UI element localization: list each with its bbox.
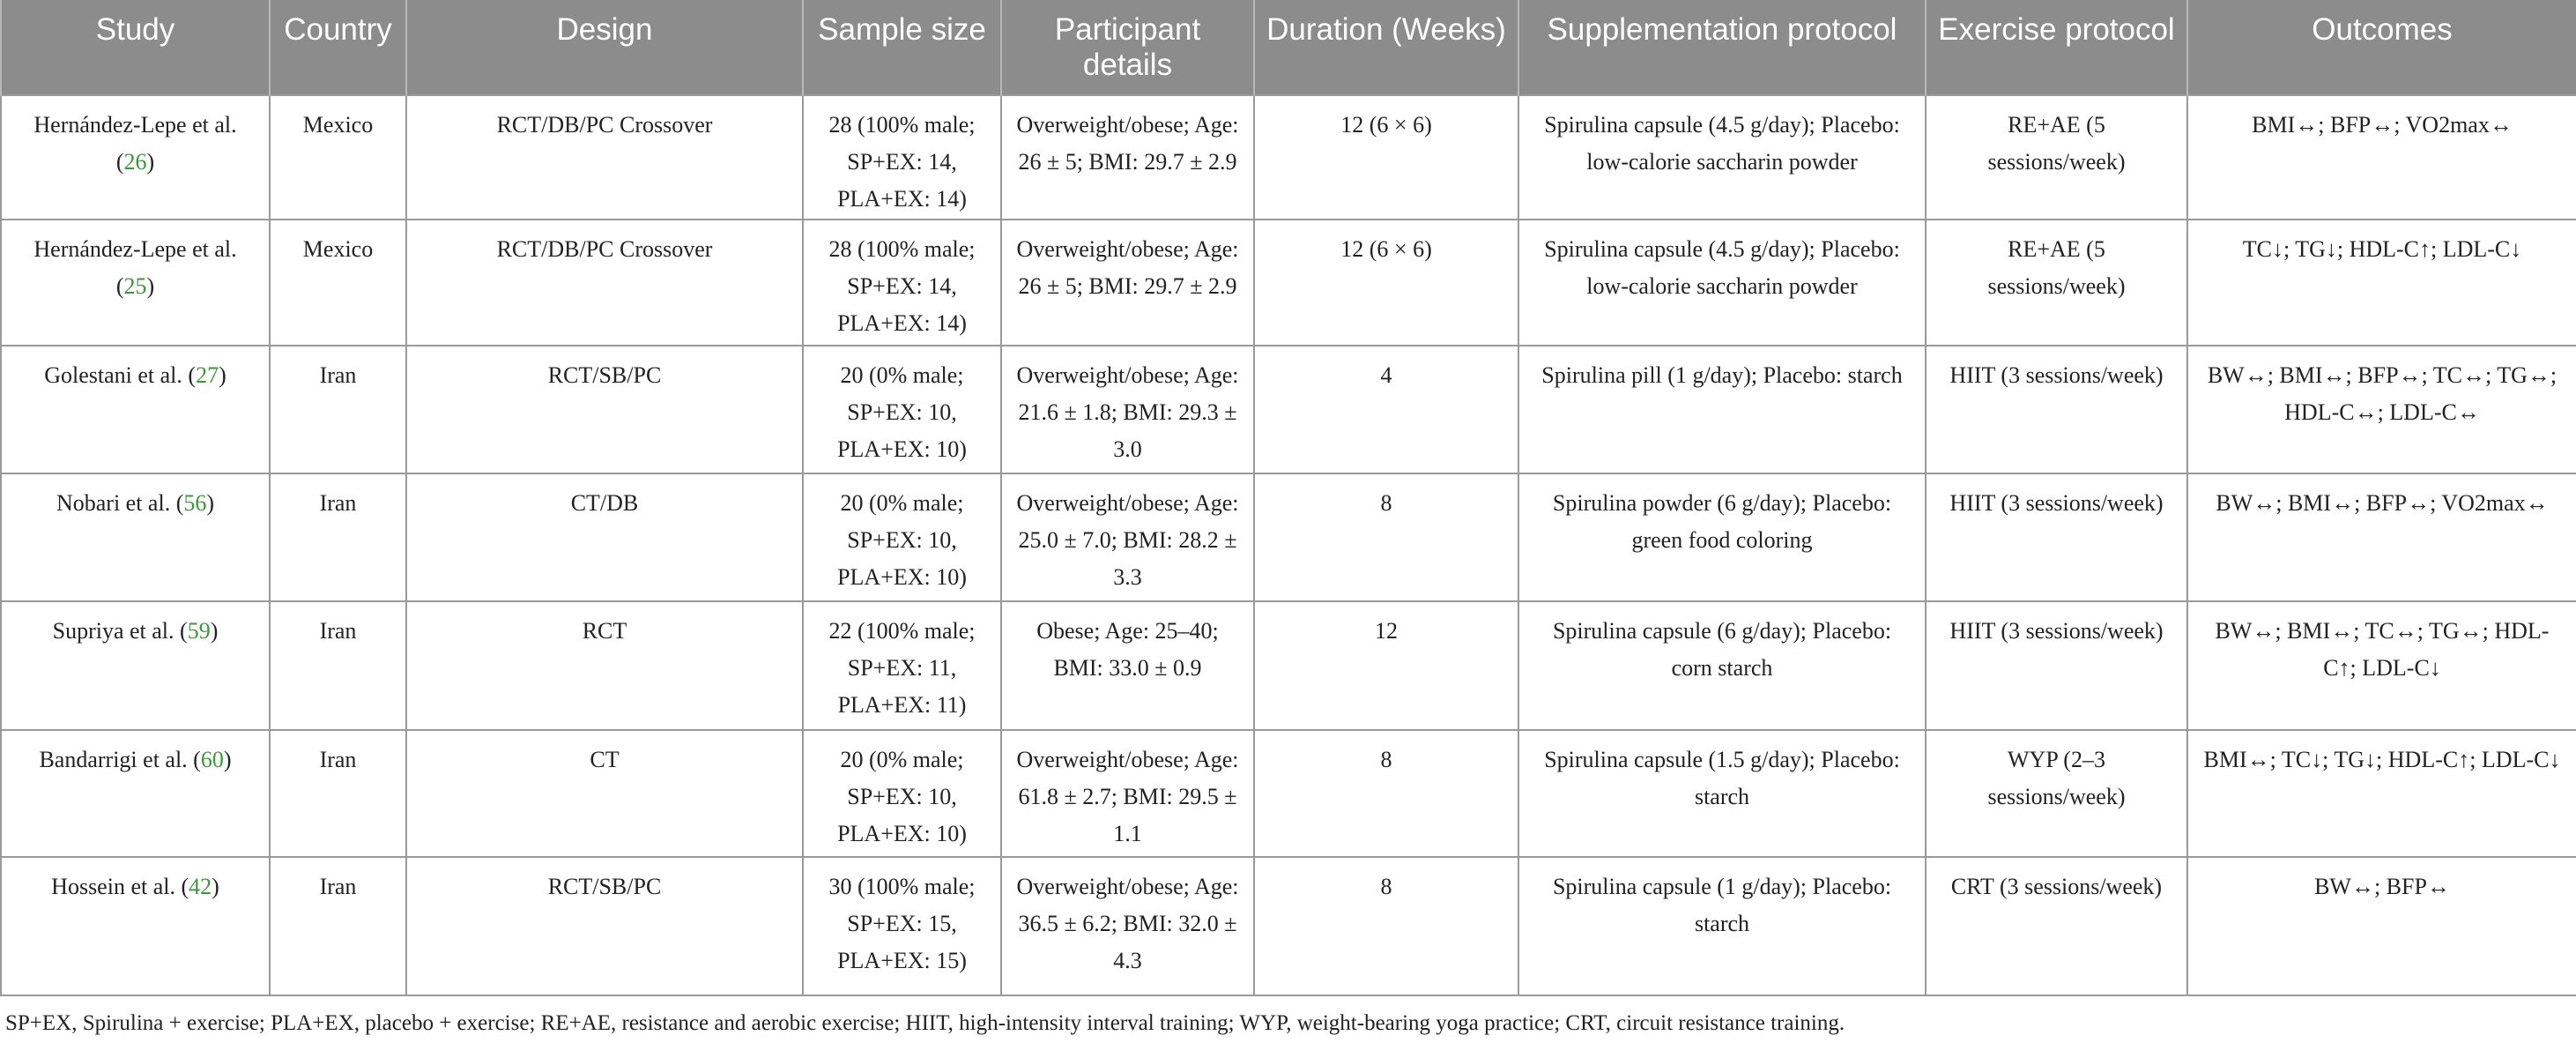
cell-supplementation: Spirulina capsule (1.5 g/day); Placebo: starch: [1518, 730, 1926, 857]
cell-outcomes: BMI↔; BFP↔; VO2max↔: [2187, 95, 2576, 220]
reference-link[interactable]: 27: [196, 362, 219, 388]
cell-supplementation: Spirulina pill (1 g/day); Placebo: starch: [1518, 346, 1926, 473]
cell-supplementation: Spirulina capsule (4.5 g/day); Placebo: low-calorie saccharin powder: [1518, 220, 1926, 346]
header-participant-details: Participant details: [1001, 0, 1254, 95]
header-row: [1, 0, 2576, 95]
cell-supplementation: Spirulina capsule (6 g/day); Placebo: corn starch: [1518, 601, 1926, 730]
cell-participant-details: Overweight/obese; Age: 26 ± 5; BMI: 29.7 ± 2.9: [1001, 220, 1254, 346]
cell-country: Iran: [270, 346, 406, 473]
cell-design: RCT/DB/PC Crossover: [406, 220, 803, 346]
cell-design: CT: [406, 730, 803, 857]
cell-design: CT/DB: [406, 473, 803, 601]
cell-exercise: WYP (2–3 sessions/week): [1926, 730, 2187, 857]
study-name: Supriya et al. (: [52, 618, 188, 644]
study-paren: ): [210, 618, 219, 644]
cell-sample-size: 20 (0% male; SP+EX: 10, PLA+EX: 10): [803, 473, 1001, 601]
table-row: [1, 220, 2576, 346]
cell-exercise: RE+AE (5 sessions/week): [1926, 95, 2187, 220]
cell-study: [1, 95, 270, 220]
cell-supplementation: Spirulina capsule (1 g/day); Placebo: starch: [1518, 857, 1926, 995]
cell-participant-details: Obese; Age: 25–40; BMI: 33.0 ± 0.9: [1001, 601, 1254, 730]
cell-duration: 4: [1254, 346, 1518, 473]
cell-exercise: RE+AE (5 sessions/week): [1926, 220, 2187, 346]
cell-duration: 12 (6 × 6): [1254, 95, 1518, 220]
cell-exercise: HIIT (3 sessions/week): [1926, 346, 2187, 473]
header-sample-size: Sample size: [803, 0, 1001, 95]
cell-study: [1, 473, 270, 601]
study-paren: ): [212, 874, 219, 899]
cell-duration: 12 (6 × 6): [1254, 220, 1518, 346]
cell-participant-details: Overweight/obese; Age: 61.8 ± 2.7; BMI: 29.5 ± 1.1: [1001, 730, 1254, 857]
table-row: [1, 730, 2576, 857]
cell-country: Iran: [270, 730, 406, 857]
study-name: Hernández-Lepe et al. (: [33, 236, 237, 299]
cell-country: Iran: [270, 857, 406, 995]
cell-design: RCT: [406, 601, 803, 730]
header-exercise-protocol: Exercise protocol: [1926, 0, 2187, 95]
study-paren: ): [219, 362, 226, 388]
cell-outcomes: BW↔; BMI↔; BFP↔; TC↔; TG↔; HDL-C↔; LDL-C↔: [2187, 346, 2576, 473]
header-study: Study: [1, 0, 270, 95]
study-paren: ): [146, 273, 155, 299]
study-paren: ): [146, 149, 155, 175]
cell-exercise: HIIT (3 sessions/week): [1926, 473, 2187, 601]
cell-participant-details: Overweight/obese; Age: 36.5 ± 6.2; BMI: 32.0 ± 4.3: [1001, 857, 1254, 995]
cell-country: Iran: [270, 473, 406, 601]
cell-design: RCT/DB/PC Crossover: [406, 95, 803, 220]
cell-duration: 8: [1254, 857, 1518, 995]
cell-sample-size: 28 (100% male; SP+EX: 14, PLA+EX: 14): [803, 95, 1001, 220]
study-paren: ): [206, 490, 215, 516]
cell-exercise: HIIT (3 sessions/week): [1926, 601, 2187, 730]
cell-outcomes: BW↔; BFP↔: [2187, 857, 2576, 995]
cell-study: [1, 220, 270, 346]
reference-link[interactable]: 26: [123, 149, 147, 175]
cell-participant-details: Overweight/obese; Age: 25.0 ± 7.0; BMI: 28.2 ± 3.3: [1001, 473, 1254, 601]
cell-participant-details: Overweight/obese; Age: 21.6 ± 1.8; BMI: 29.3 ± 3.0: [1001, 346, 1254, 473]
cell-study: [1, 346, 270, 473]
study-name: Hossein et al. (: [51, 874, 189, 899]
reference-link[interactable]: 60: [200, 747, 224, 772]
cell-study: [1, 601, 270, 730]
cell-duration: 8: [1254, 473, 1518, 601]
cell-outcomes: BMI↔; TC↓; TG↓; HDL-C↑; LDL-C↓: [2187, 730, 2576, 857]
reference-link[interactable]: 42: [189, 874, 212, 899]
table-row: [1, 346, 2576, 473]
cell-sample-size: 20 (0% male; SP+EX: 10, PLA+EX: 10): [803, 346, 1001, 473]
cell-sample-size: 28 (100% male; SP+EX: 14, PLA+EX: 14): [803, 220, 1001, 346]
table-row: [1, 857, 2576, 995]
header-outcomes: Outcomes: [2187, 0, 2576, 95]
cell-sample-size: 20 (0% male; SP+EX: 10, PLA+EX: 10): [803, 730, 1001, 857]
cell-supplementation: Spirulina powder (6 g/day); Placebo: green food coloring: [1518, 473, 1926, 601]
table-row: [1, 95, 2576, 220]
cell-participant-details: Overweight/obese; Age: 26 ± 5; BMI: 29.7 ± 2.9: [1001, 95, 1254, 220]
cell-outcomes: TC↓; TG↓; HDL-C↑; LDL-C↓: [2187, 220, 2576, 346]
study-name: Nobari et al. (: [56, 490, 184, 516]
header-supplementation-protocol: Supplementation protocol: [1518, 0, 1926, 95]
cell-country: Mexico: [270, 220, 406, 346]
cell-sample-size: 30 (100% male; SP+EX: 15, PLA+EX: 15): [803, 857, 1001, 995]
cell-exercise: CRT (3 sessions/week): [1926, 857, 2187, 995]
study-paren: ): [223, 747, 232, 772]
table-row: [1, 473, 2576, 601]
header-country: Country: [270, 0, 406, 95]
study-name: Golestani et al. (: [44, 362, 197, 388]
reference-link[interactable]: 59: [187, 618, 211, 644]
cell-duration: 8: [1254, 730, 1518, 857]
cell-design: RCT/SB/PC: [406, 346, 803, 473]
cell-country: Iran: [270, 601, 406, 730]
cell-study: [1, 857, 270, 995]
study-name: Bandarrigi et al. (: [39, 747, 201, 772]
header-duration: Duration (Weeks): [1254, 0, 1518, 95]
header-design: Design: [406, 0, 803, 95]
cell-outcomes: BW↔; BMI↔; BFP↔; VO2max↔: [2187, 473, 2576, 601]
cell-duration: 12: [1254, 601, 1518, 730]
cell-outcomes: BW↔; BMI↔; TC↔; TG↔; HDL-C↑; LDL-C↓: [2187, 601, 2576, 730]
cell-study: [1, 730, 270, 857]
table-row: [1, 601, 2576, 730]
reference-link[interactable]: 25: [123, 273, 147, 299]
cell-sample-size: 22 (100% male; SP+EX: 11, PLA+EX: 11): [803, 601, 1001, 730]
table-footnote: SP+EX, Spirulina + exercise; PLA+EX, placebo + exercise; RE+AE, resistance and aerobic exercise; HIIT, high-intensity interval training; WYP, weight-bearing yoga practice; CRT, circuit resistance training.: [5, 1011, 1845, 1035]
cell-supplementation: Spirulina capsule (4.5 g/day); Placebo: low-calorie saccharin powder: [1518, 95, 1926, 220]
study-name: Hernández-Lepe et al. (: [33, 112, 237, 175]
cell-design: RCT/SB/PC: [406, 857, 803, 995]
reference-link[interactable]: 56: [183, 490, 207, 516]
cell-country: Mexico: [270, 95, 406, 220]
